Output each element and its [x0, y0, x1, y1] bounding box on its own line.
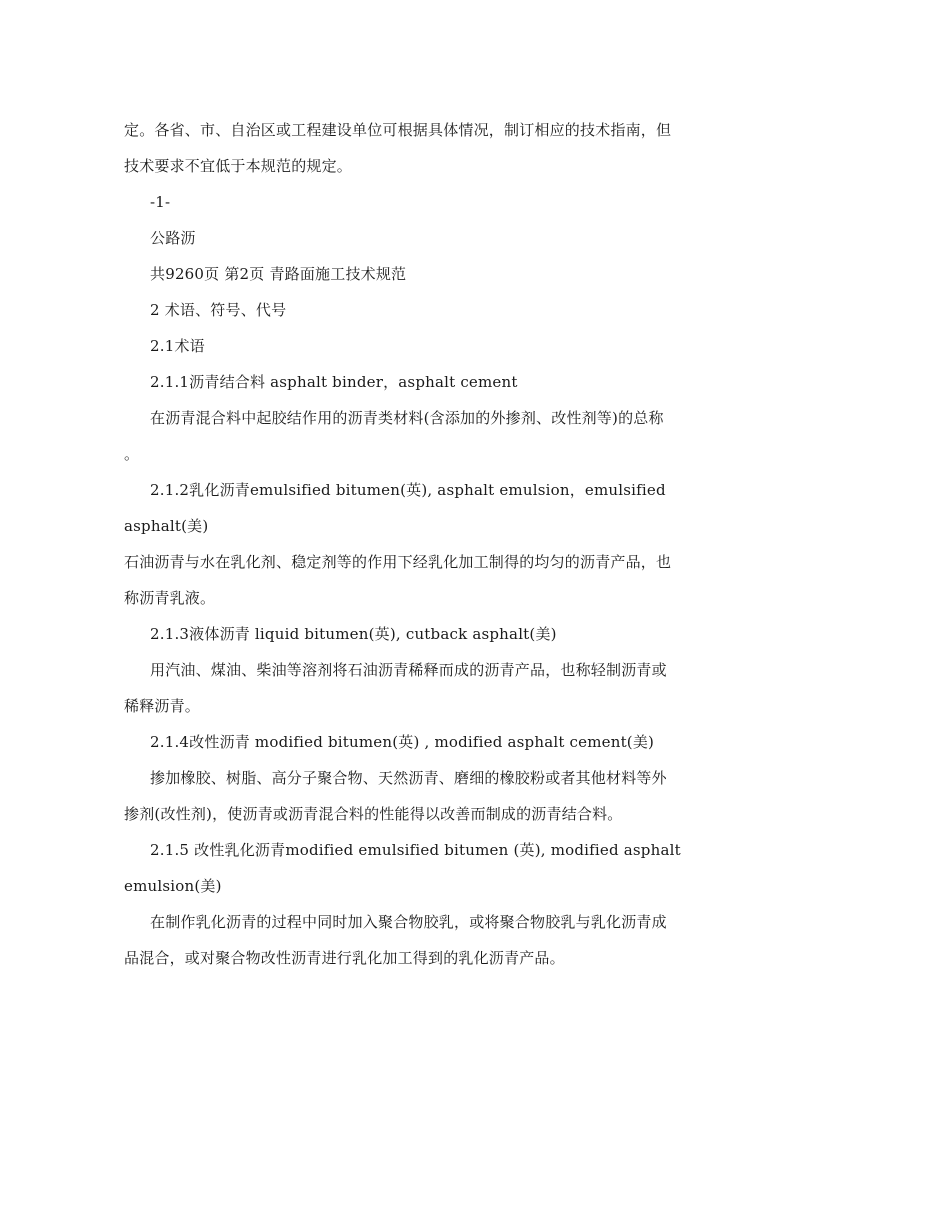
term-definition: 掺剂(改性剂)，使沥青或沥青混合料的性能得以改善而制成的沥青结合料。: [124, 805, 623, 823]
text-line: 公路沥: [150, 229, 196, 247]
term-definition: 。: [124, 445, 140, 463]
term-definition: 用汽油、煤油、柴油等溶剂将石油沥青稀释而成的沥青产品，也称轻制沥青或: [150, 661, 667, 679]
section-heading: 2 术语、符号、代号: [150, 301, 287, 319]
page-number: -1-: [150, 193, 171, 211]
term-heading: 2.1.5 改性乳化沥青modified emulsified bitumen (英), modified asphalt: [150, 841, 681, 859]
term-definition: 在制作乳化沥青的过程中同时加入聚合物胶乳，或将聚合物胶乳与乳化沥青成: [150, 913, 667, 931]
term-heading: 2.1.4改性沥青 modified bitumen(英) , modified asphalt cement(美): [150, 733, 655, 751]
term-heading: 2.1.3液体沥青 liquid bitumen(英), cutback asphalt(美): [150, 625, 557, 643]
term-definition: 稀释沥青。: [124, 697, 201, 715]
term-heading: asphalt(美): [124, 517, 209, 535]
term-definition: 在沥青混合料中起胶结作用的沥青类材料(含添加的外掺剂、改性剂等)的总称: [150, 409, 664, 427]
term-definition: 品混合，或对聚合物改性沥青进行乳化加工得到的乳化沥青产品。: [124, 949, 565, 967]
term-heading: emulsion(美): [124, 877, 222, 895]
document-body: [124, 112, 724, 976]
term-heading: 2.1.2乳化沥青emulsified bitumen(英), asphalt emulsion，emulsified: [150, 481, 666, 499]
subsection-heading: 2.1术语: [150, 337, 205, 355]
term-definition: 称沥青乳液。: [124, 589, 216, 607]
text-line: 技术要求不宜低于本规范的规定。: [124, 157, 353, 175]
term-heading: 2.1.1沥青结合料 asphalt binder，asphalt cement: [150, 373, 518, 391]
term-definition: 石油沥青与水在乳化剂、稳定剂等的作用下经乳化加工制得的均匀的沥青产品，也: [124, 553, 672, 571]
page-header-text: 共9260页 第2页 青路面施工技术规范: [150, 265, 407, 283]
term-definition: 掺加橡胶、树脂、高分子聚合物、天然沥青、磨细的橡胶粉或者其他材料等外: [150, 769, 667, 787]
text-line: 定。各省、市、自治区或工程建设单位可根据具体情况，制订相应的技术指南，但: [124, 121, 672, 139]
